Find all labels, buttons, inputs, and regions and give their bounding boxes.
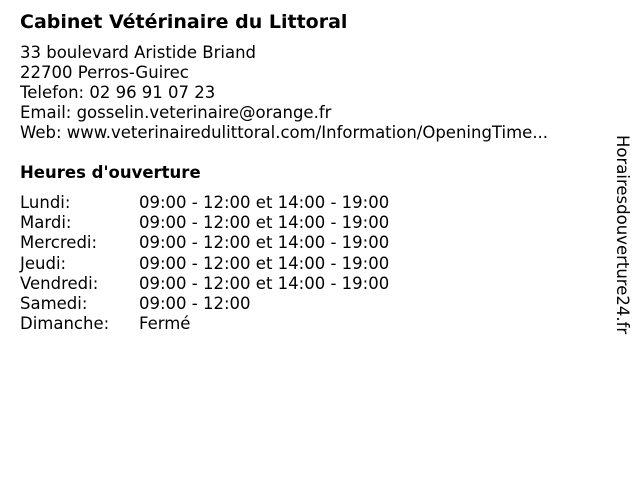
street-address: 33 boulevard Aristide Briand xyxy=(20,43,256,62)
site-watermark: Horairesdouverture24.fr xyxy=(613,135,632,335)
opening-hours-table xyxy=(20,193,450,334)
phone-number: Telefon: 02 96 91 07 23 xyxy=(20,83,216,102)
day-label: Mardi: xyxy=(20,213,72,233)
day-hours: 09:00 - 12:00 et 14:00 - 19:00 xyxy=(139,273,390,293)
day-hours: 09:00 - 12:00 et 14:00 - 19:00 xyxy=(139,213,390,233)
day-label: Lundi: xyxy=(20,193,71,212)
email-address: Email: gosselin.veterinaire@orange.fr xyxy=(20,103,332,122)
day-label: Dimanche: xyxy=(20,314,110,334)
city-postcode: 22700 Perros-Guirec xyxy=(20,63,189,82)
day-hours: 09:00 - 12:00 xyxy=(139,293,251,313)
day-hours: 09:00 - 12:00 et 14:00 - 19:00 xyxy=(139,233,390,253)
hours-row-sunday xyxy=(20,314,450,334)
day-label: Jeudi: xyxy=(20,253,67,273)
day-label: Mercredi: xyxy=(20,233,98,253)
hours-row-saturday xyxy=(20,294,450,314)
hours-row-tuesday xyxy=(20,213,450,233)
day-label: Vendredi: xyxy=(20,273,99,293)
hours-row-friday xyxy=(20,274,450,294)
day-hours: Fermé xyxy=(139,314,191,334)
day-hours: 09:00 - 12:00 et 14:00 - 19:00 xyxy=(139,253,390,273)
hours-row-wednesday xyxy=(20,233,450,253)
day-hours: 09:00 - 12:00 et 14:00 - 19:00 xyxy=(139,193,390,212)
hours-row-thursday xyxy=(20,254,450,274)
website-url: Web: www.veterinairedulittoral.com/Information/OpeningTime... xyxy=(20,123,549,142)
opening-hours-heading: Heures d'ouverture xyxy=(20,163,201,182)
hours-row-monday xyxy=(20,193,450,213)
business-contact-block xyxy=(20,43,548,143)
page-title: Cabinet Vétérinaire du Littoral xyxy=(20,11,348,33)
day-label: Samedi: xyxy=(20,293,88,313)
